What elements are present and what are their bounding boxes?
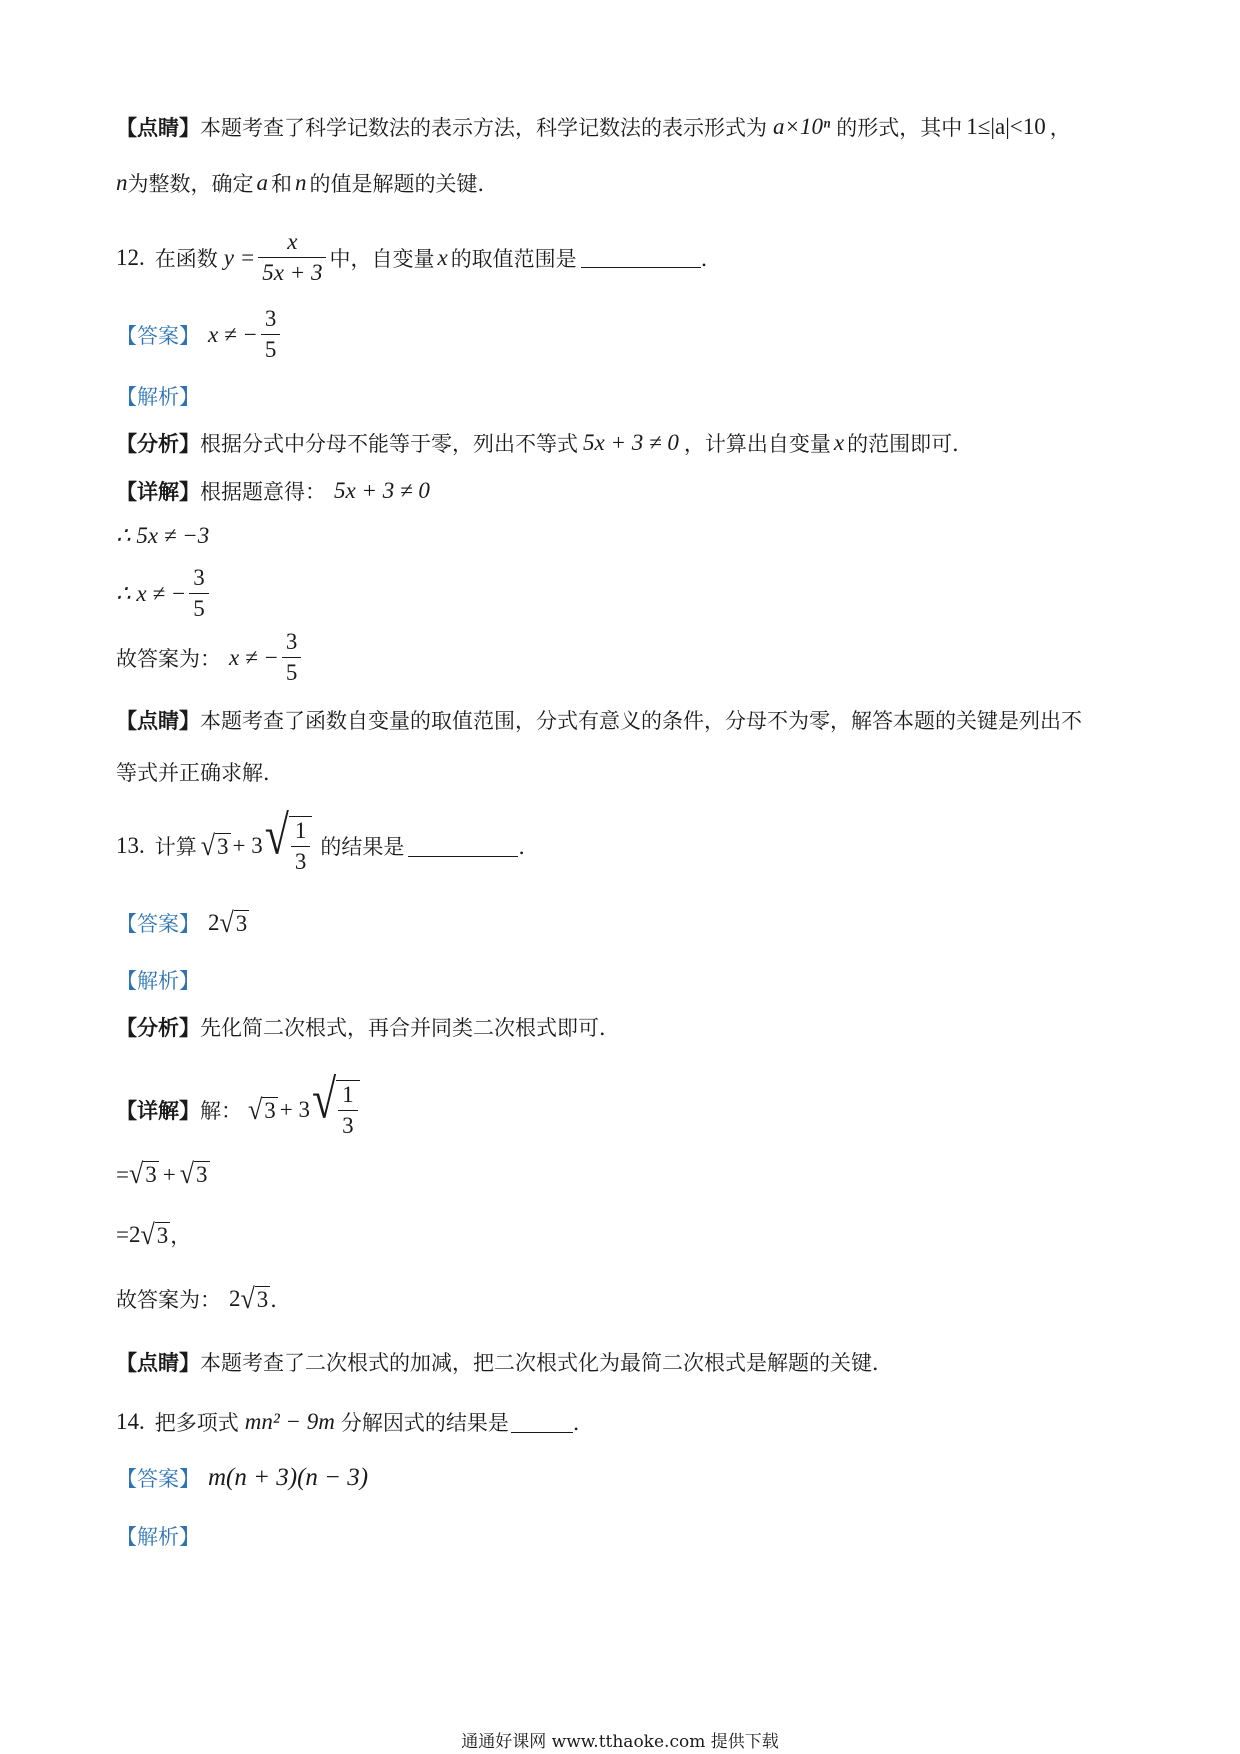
answer-line: [116, 1463, 368, 1493]
xiangjie-line: [116, 1068, 360, 1140]
sqrt-sign: √: [200, 828, 216, 861]
fraction-denominator: 3: [338, 1110, 358, 1140]
step-formula: =2: [116, 1222, 141, 1247]
dianjing-text: 为整数，确定: [127, 172, 254, 196]
question-text: 中，自变量: [329, 246, 435, 271]
dianjing-text: 本题考查了二次根式的加减，把二次根式化为最简二次根式是解题的关键．: [200, 1351, 893, 1375]
answer-tag: 【答案】: [116, 1467, 200, 1491]
final-text: 故答案为：: [116, 646, 221, 671]
jiexi-line: [116, 381, 200, 411]
jiexi-line: [116, 965, 200, 995]
question-number: 14.: [116, 1409, 145, 1434]
fraction-numerator: 1: [342, 1082, 354, 1107]
sqrt-sign: √: [248, 1092, 263, 1125]
fraction: [282, 628, 302, 687]
fraction-numerator: 3: [285, 629, 298, 654]
sqrt-expression: [219, 905, 250, 938]
question-text: 的结果是: [320, 835, 405, 859]
sci-notation-formula: a×10ⁿ: [773, 114, 831, 139]
fraction: [258, 228, 326, 287]
var-a: a: [256, 170, 268, 195]
answer-blank: [581, 247, 701, 268]
var-n: n: [295, 170, 307, 195]
punctuation: ．: [270, 1288, 292, 1312]
xiangjie-text: 解：: [200, 1099, 242, 1123]
sqrt-expression: [248, 1092, 278, 1125]
step-line: [116, 1217, 192, 1250]
dianjing-tag: 【点睛】: [116, 115, 200, 140]
sqrt-fraction: [312, 1068, 360, 1140]
dianjing-line: [116, 1347, 893, 1377]
operator: +: [162, 1161, 176, 1187]
fraction-denominator: 5x + 3: [258, 257, 326, 287]
jiexi-tag: 【解析】: [116, 969, 200, 993]
question-12: [116, 228, 722, 287]
answer-line: [116, 305, 283, 364]
inequality-formula: 5x + 3 ≠ 0: [334, 478, 430, 503]
radicand: [289, 816, 313, 876]
dianjing-line: [116, 705, 1082, 735]
sqrt-expression: [240, 1281, 271, 1314]
inequality-formula: 5x + 3 ≠ 0: [583, 430, 679, 455]
sqrt-expression: [128, 1157, 159, 1190]
fraction: [261, 305, 281, 364]
final-formula: x ≠ −: [229, 644, 279, 670]
sqrt-sign: √: [140, 1217, 155, 1250]
jiexi-tag: 【解析】: [116, 1525, 200, 1549]
sqrt-sign: √: [179, 1157, 195, 1190]
final-answer-line: [116, 628, 304, 687]
page-footer: 通通好课网 www.tthaoke.com 提供下载: [461, 1732, 779, 1752]
question-number: 13.: [116, 833, 145, 858]
jiexi-tag: 【解析】: [116, 385, 200, 409]
question-number: 12.: [116, 244, 145, 270]
dianjing-text: 和: [271, 172, 292, 196]
answer-tag: 【答案】: [116, 912, 200, 936]
step-line: [116, 1157, 210, 1190]
fenxi-tag: 【分析】: [116, 431, 200, 456]
dianjing-text: 本题考查了函数自变量的取值范围，分式有意义的条件，分母不为零，解答本题的关键是列出不: [200, 709, 1082, 733]
formula-y: y =: [223, 244, 256, 270]
fenxi-line: [116, 428, 973, 458]
question-13: [116, 804, 540, 876]
fraction-numerator: x: [287, 229, 298, 254]
sqrt-sign: √: [312, 1068, 337, 1130]
question-14: [116, 1407, 594, 1437]
radicand: 3: [145, 1162, 157, 1187]
var-x: x: [437, 244, 448, 270]
punctuation: ．: [518, 835, 540, 859]
xiangjie-tag: 【详解】: [116, 1098, 200, 1123]
question-text: 在函数: [154, 246, 218, 271]
operator: + 3: [279, 1097, 311, 1122]
dianjing-line: [116, 757, 284, 787]
fraction-numerator: 3: [193, 565, 205, 590]
answer-coefficient: 2: [229, 1286, 241, 1311]
sqrt-fraction: [264, 804, 313, 876]
fraction: [291, 817, 311, 876]
step-formula: ∴ x ≠ −: [116, 580, 187, 606]
radicand: 3: [196, 1162, 208, 1187]
sqrt-expression: [200, 828, 231, 861]
step-line: [116, 523, 209, 549]
xiangjie-tag: 【详解】: [116, 479, 200, 504]
dianjing-line-2: [116, 168, 499, 198]
fraction-denominator: 5: [189, 593, 209, 623]
step-formula: ∴ 5x ≠ −3: [116, 523, 210, 548]
dianjing-text: 本题考查了科学记数法的表示方法，科学记数法的表示形式为: [200, 116, 767, 140]
answer-line: [116, 905, 249, 938]
dianjing-text: 的形式，其中: [836, 116, 963, 140]
var-n: n: [116, 170, 128, 195]
operator: + 3: [232, 833, 263, 858]
fenxi-text: 先化简二次根式，再合并同类二次根式即可．: [200, 1016, 620, 1040]
punctuation: ．: [700, 246, 722, 271]
fenxi-text: ，计算出自变量: [683, 432, 831, 456]
sqrt-expression: [140, 1217, 170, 1250]
sqrt-sign: √: [219, 905, 234, 938]
step-line: [116, 564, 212, 623]
answer-tag: 【答案】: [116, 323, 200, 348]
dianjing-text: 的值是解题的关键．: [309, 172, 499, 196]
answer-formula: x ≠ −: [208, 321, 258, 347]
question-text: 把多项式: [154, 1411, 239, 1435]
dianjing-text: 等式并正确求解．: [116, 761, 284, 785]
fenxi-text: 的范围即可．: [847, 432, 974, 456]
dianjing-tag: 【点睛】: [116, 708, 200, 733]
radicand: 3: [217, 833, 229, 859]
polynomial-formula: mn² − 9m: [244, 1409, 335, 1434]
condition-formula: 1≤|a|<10: [966, 114, 1046, 139]
fraction-denominator: 3: [291, 846, 311, 876]
radicand: 3: [235, 910, 248, 936]
radicand: 3: [256, 1286, 269, 1312]
punctuation: ，: [170, 1224, 192, 1248]
punctuation: ，: [1049, 116, 1071, 140]
xiangjie-text: 根据题意得：: [200, 480, 326, 504]
dianjing-tag: 【点睛】: [116, 1350, 200, 1375]
sqrt-expression: [179, 1157, 210, 1190]
answer-blank: [511, 1412, 573, 1433]
question-text: 的取值范围是: [450, 246, 577, 271]
fraction-numerator: 3: [264, 306, 277, 331]
radicand: 3: [264, 1097, 276, 1123]
equals-sign: =: [116, 1161, 129, 1187]
fenxi-text: 根据分式中分母不能等于零，列出不等式: [200, 432, 578, 456]
fraction: [338, 1081, 358, 1140]
sqrt-sign: √: [240, 1281, 255, 1314]
jiexi-line: [116, 1521, 200, 1551]
radicand: [336, 1080, 360, 1140]
radicand: 3: [156, 1222, 169, 1248]
sqrt-sign: √: [264, 804, 289, 866]
answer-formula: m(n + 3)(n − 3): [208, 1464, 369, 1491]
fenxi-tag: 【分析】: [116, 1015, 200, 1040]
question-text: 分解因式的结果是: [340, 1411, 509, 1435]
sqrt-sign: √: [128, 1157, 144, 1190]
final-text: 故答案为：: [116, 1288, 221, 1312]
dianjing-line-1: [116, 112, 1071, 142]
answer-coefficient: 2: [208, 910, 220, 935]
question-text: 计算: [154, 835, 197, 859]
fraction-denominator: 5: [261, 334, 281, 364]
fraction: [189, 564, 209, 623]
final-answer-line: [116, 1281, 292, 1314]
answer-blank: [408, 836, 518, 857]
fenxi-line: [116, 1012, 620, 1042]
punctuation: ．: [572, 1411, 594, 1435]
fraction-numerator: 1: [294, 818, 307, 843]
xiangjie-line: [116, 476, 430, 506]
fraction-denominator: 5: [282, 657, 302, 687]
var-x: x: [833, 430, 845, 455]
